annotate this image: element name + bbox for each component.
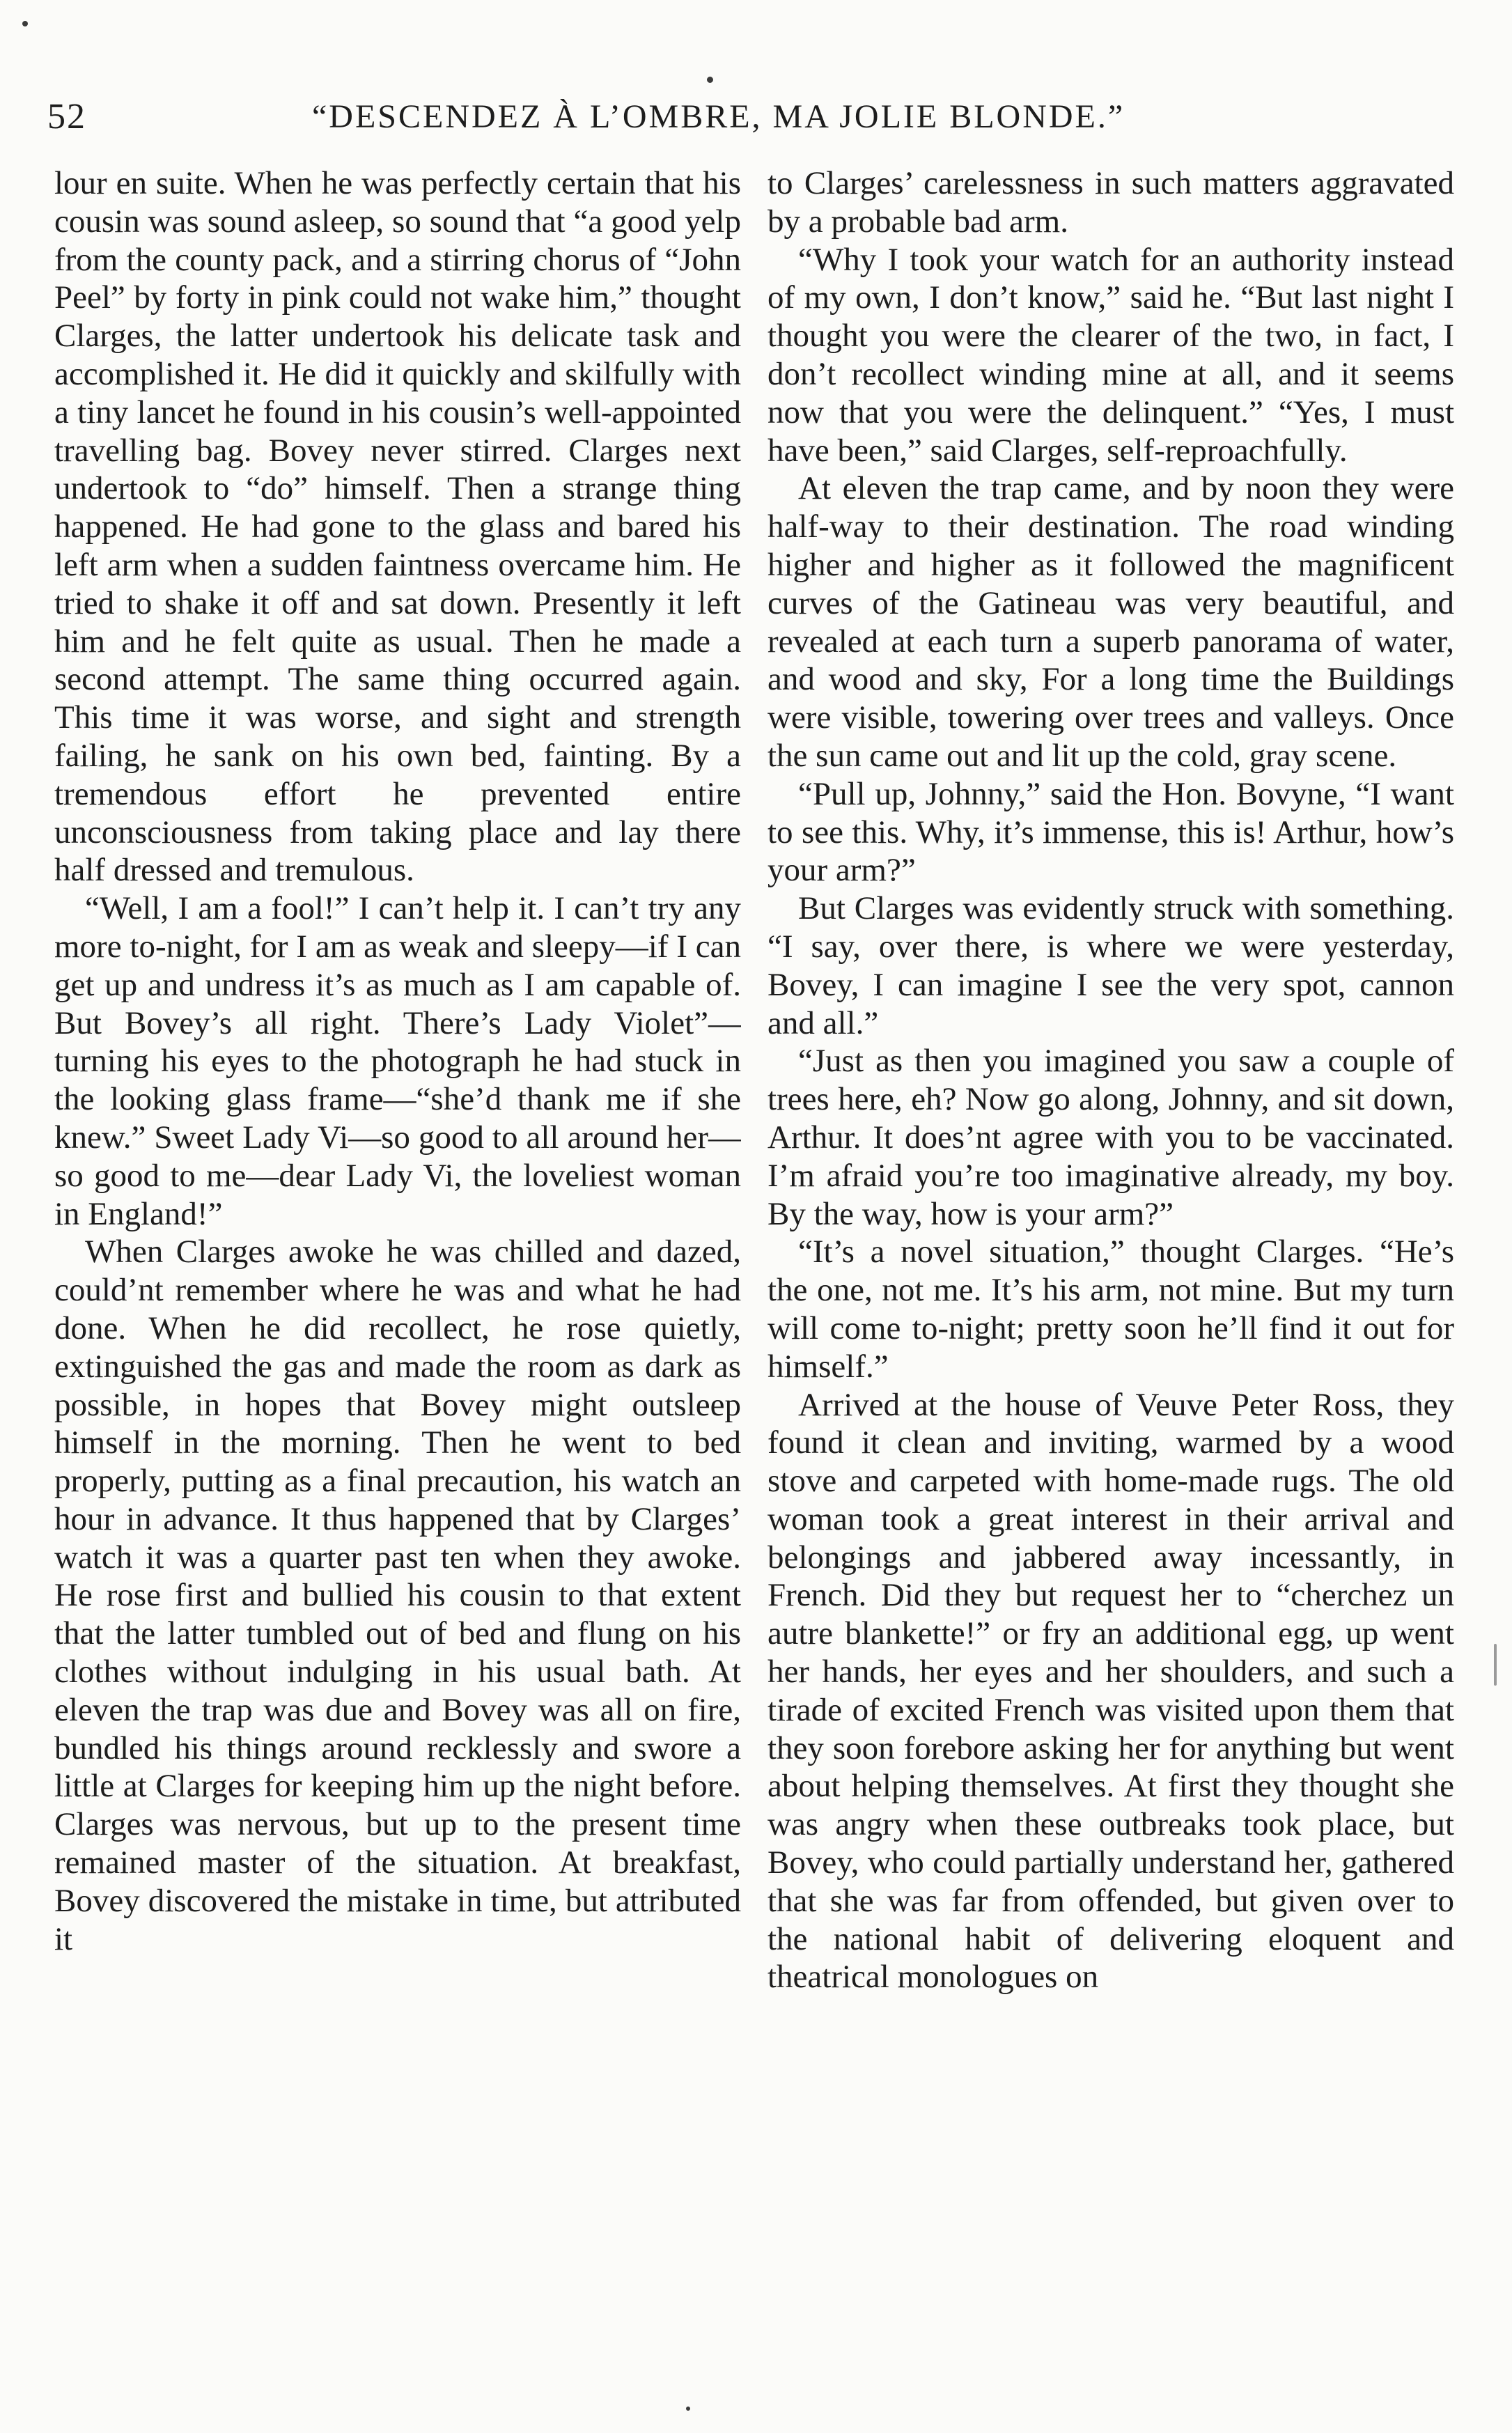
paragraph: At eleven the trap came, and by noon they were half-way to their destination. The road winding higher and higher as it followed the magnificent curves of the Gatineau was very beautiful, and revealed at each turn a superb panorama of water, and wood and sky, For a long time the Buildings were visible, towering over trees and valleys. Once the sun came out and lit up the cold, gray scene. bbox=[767, 470, 1454, 774]
page-header bbox=[47, 89, 1468, 145]
print-speck bbox=[707, 77, 713, 83]
paragraph: “Well, I am a fool!” I can’t help it. I can’t try any more to-night, for I am as weak and sleepy—if I can get up and undress it’s as much as I am capable of. But Bovey’s all right. There’s Lady Violet”—turning his eyes to the photograph he had stuck in the looking glass frame—“she’d thank me if she knew.” Sweet Lady Vi—so good to all around her—so good to me—dear Lady Vi, the loveliest woman in England!” bbox=[54, 890, 741, 1232]
paragraph: But Clarges was evidently struck with something. “I say, over there, is where we were yesterday, Bovey, I can imagine I see the very spot, cannon and all.” bbox=[767, 890, 1454, 1041]
paragraph: lour en suite. When he was perfectly certain that his cousin was sound asleep, so sound that “a good yelp from the county pack, and a stirring chorus of “John Peel” by forty in pink could not wake him,” thought Clarges, the latter undertook his delicate task and accomplished it. He did it quickly and skilfully with a tiny lancet he found in his cousin’s well-appointed travelling bag. Bovey never stirred. Clarges next undertook to “do” himself. Then a strange thing happened. He had gone to the glass and bared his left arm when a sudden faintness overcame him. He tried to shake it off and sat down. Presently it left him and he felt quite as usual. Then he made a second attempt. The same thing occurred again. This time it was worse, and sight and strength failing, he sank on his own bed, fainting. By a tremendous effort he prevented entire unconsciousness from taking place and lay there half dressed and tremulous. bbox=[54, 165, 741, 889]
paragraph: When Clarges awoke he was chilled and dazed, could’nt remember where he was and what he had done. When he did recollect, he rose quietly, extinguished the gas and made the room as dark as possible, in hopes that Bovey might outsleep himself in the morning. Then he went to bed properly, putting as a final precaution, his watch an hour in advance. It thus happened that by Clarges’ watch it was a quarter past ten when they awoke. He rose first and bullied his cousin to that extent that the latter tumbled out of bed and flung on his clothes without indulging in his usual bath. At eleven the trap was due and Bovey was all on fire, bundled his things around recklessly and swore a little at Clarges for keeping him up the night before. Clarges was nervous, but up to the present time remained master of the situation. At breakfast, Bovey discovered the mistake in time, but attributed it bbox=[54, 1234, 741, 1957]
paragraph: to Clarges’ carelessness in such matters aggravated by a probable bad arm. bbox=[767, 165, 1454, 240]
paragraph: “Just as then you imagined you saw a couple of trees here, eh? Now go along, Johnny, and sit down, Arthur. It does’nt agree with you to be vaccinated. I’m afraid you’re too imaginative already, my boy. By the way, how is your arm?” bbox=[767, 1043, 1454, 1232]
print-speck bbox=[686, 2407, 690, 2411]
paragraph: “Why I took your watch for an authority instead of my own, I don’t know,” said he. “But last night I thought you were the clearer of the two, in fact, I don’t recollect winding mine at all, and it seems now that you were the delinquent.” “Yes, I must have been,” said Clarges, self-reproachfully. bbox=[767, 241, 1454, 469]
paragraph: “It’s a novel situation,” thought Clarges. “He’s the one, not me. It’s his arm, not mine. But my turn will come to-night; pretty soon he’ll find it out for himself.” bbox=[767, 1234, 1454, 1385]
right-text-column bbox=[767, 164, 1454, 2365]
print-speck bbox=[1494, 1644, 1497, 1686]
paragraph: Arrived at the house of Veuve Peter Ross, they found it clean and inviting, warmed by a wood stove and carpeted with home-made rugs. The old woman took a great interest in their arrival and belongings and jabbered away incessantly, in French. Did they but request her to “cherchez un autre blankette!” or fry an additional egg, up went her hands, her eyes and her shoulders, and such a tirade of excited French was visited upon them that they soon forebore asking her for anything but went about helping themselves. At first they thought she was angry when these outbreaks took place, but Bovey, who could partially understand her, gathered that she was far from offended, but given over to the national habit of delivering eloquent and theatrical monologues on bbox=[767, 1386, 1454, 1996]
paragraph: “Pull up, Johnny,” said the Hon. Bovyne, “I want to see this. Why, it’s immense, this is! Arthur, how’s your arm?” bbox=[767, 775, 1454, 889]
print-speck bbox=[22, 21, 28, 26]
left-text-column bbox=[54, 164, 741, 2365]
running-title: “DESCENDEZ À L’OMBRE, MA JOLIE BLONDE.” bbox=[312, 98, 1125, 135]
page-number: 52 bbox=[47, 97, 86, 137]
